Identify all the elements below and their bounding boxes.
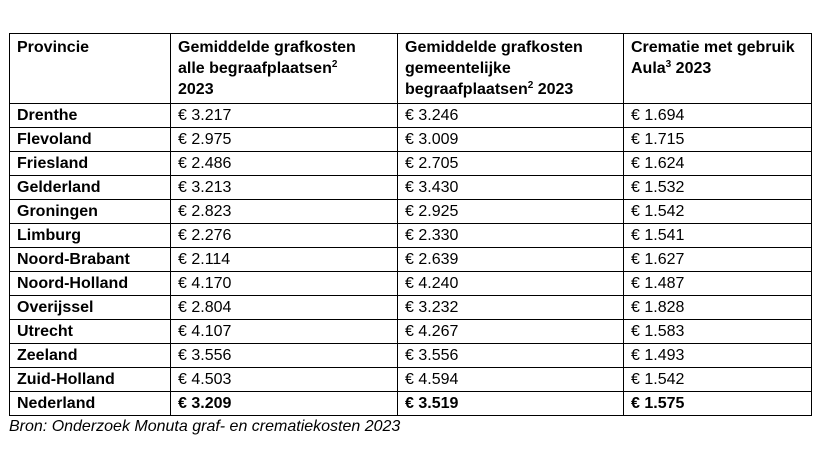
municipal-cell: € 2.925 xyxy=(398,200,624,224)
municipal-cell: € 4.240 xyxy=(398,272,624,296)
table-row xyxy=(10,104,812,128)
all-cemeteries-cell: € 3.213 xyxy=(171,176,398,200)
province-cell: Friesland xyxy=(10,152,171,176)
province-cell: Noord-Brabant xyxy=(10,248,171,272)
province-cell: Drenthe xyxy=(10,104,171,128)
municipal-cell: € 2.330 xyxy=(398,224,624,248)
cremation-cell: € 1.487 xyxy=(624,272,812,296)
all-cemeteries-cell: € 3.217 xyxy=(171,104,398,128)
province-cell: Groningen xyxy=(10,200,171,224)
header-row xyxy=(10,34,812,104)
province-cell: Gelderland xyxy=(10,176,171,200)
table-row xyxy=(10,200,812,224)
municipal-cell: € 3.009 xyxy=(398,128,624,152)
all-cemeteries-cell: € 2.276 xyxy=(171,224,398,248)
table-row xyxy=(10,344,812,368)
province-cell: Utrecht xyxy=(10,320,171,344)
municipal-cell: € 3.246 xyxy=(398,104,624,128)
cost-table xyxy=(9,33,812,416)
all-cemeteries-cell: € 2.823 xyxy=(171,200,398,224)
municipal-cell: € 3.232 xyxy=(398,296,624,320)
municipal-cell: € 3.556 xyxy=(398,344,624,368)
table-row xyxy=(10,176,812,200)
cremation-cell: € 1.542 xyxy=(624,368,812,392)
province-cell: Nederland xyxy=(10,392,171,416)
cremation-cell: € 1.624 xyxy=(624,152,812,176)
cremation-cell: € 1.715 xyxy=(624,128,812,152)
table-row xyxy=(10,272,812,296)
municipal-cell: € 2.705 xyxy=(398,152,624,176)
all-cemeteries-cell: € 4.107 xyxy=(171,320,398,344)
table-row xyxy=(10,248,812,272)
province-cell: Zeeland xyxy=(10,344,171,368)
cremation-cell: € 1.828 xyxy=(624,296,812,320)
cremation-cell: € 1.627 xyxy=(624,248,812,272)
all-cemeteries-cell: € 3.556 xyxy=(171,344,398,368)
table-row xyxy=(10,128,812,152)
table-row xyxy=(10,224,812,248)
cost-table-container xyxy=(9,33,819,436)
cremation-cell: € 1.575 xyxy=(624,392,812,416)
cremation-cell: € 1.541 xyxy=(624,224,812,248)
municipal-cell: € 3.519 xyxy=(398,392,624,416)
all-cemeteries-cell: € 2.486 xyxy=(171,152,398,176)
all-cemeteries-cell: € 3.209 xyxy=(171,392,398,416)
municipal-cell: € 2.639 xyxy=(398,248,624,272)
province-cell: Flevoland xyxy=(10,128,171,152)
table-row xyxy=(10,152,812,176)
header-municipal-cemeteries: Gemiddelde grafkosten gemeentelijke begraafplaatsen$^2$ 2023 xyxy=(398,34,624,104)
province-cell: Noord-Holland xyxy=(10,272,171,296)
cremation-cell: € 1.583 xyxy=(624,320,812,344)
cremation-cell: € 1.493 xyxy=(624,344,812,368)
table-row xyxy=(10,320,812,344)
municipal-cell: € 3.430 xyxy=(398,176,624,200)
province-cell: Limburg xyxy=(10,224,171,248)
all-cemeteries-cell: € 4.503 xyxy=(171,368,398,392)
cremation-cell: € 1.694 xyxy=(624,104,812,128)
municipal-cell: € 4.267 xyxy=(398,320,624,344)
header-cremation: Crematie met gebruik Aula$^3$ 2023 xyxy=(624,34,812,104)
total-row xyxy=(10,392,812,416)
all-cemeteries-cell: € 2.804 xyxy=(171,296,398,320)
header-all-cemeteries: Gemiddelde grafkosten alle begraafplaatsen$^2$ 2023 xyxy=(171,34,398,104)
cremation-cell: € 1.532 xyxy=(624,176,812,200)
table-row xyxy=(10,368,812,392)
table-row xyxy=(10,296,812,320)
all-cemeteries-cell: € 2.114 xyxy=(171,248,398,272)
all-cemeteries-cell: € 2.975 xyxy=(171,128,398,152)
all-cemeteries-cell: € 4.170 xyxy=(171,272,398,296)
municipal-cell: € 4.594 xyxy=(398,368,624,392)
province-cell: Zuid-Holland xyxy=(10,368,171,392)
header-province: Provincie xyxy=(10,34,171,104)
source-note: Bron: Onderzoek Monuta graf- en crematiekosten 2023 xyxy=(9,418,401,435)
cremation-cell: € 1.542 xyxy=(624,200,812,224)
province-cell: Overijssel xyxy=(10,296,171,320)
